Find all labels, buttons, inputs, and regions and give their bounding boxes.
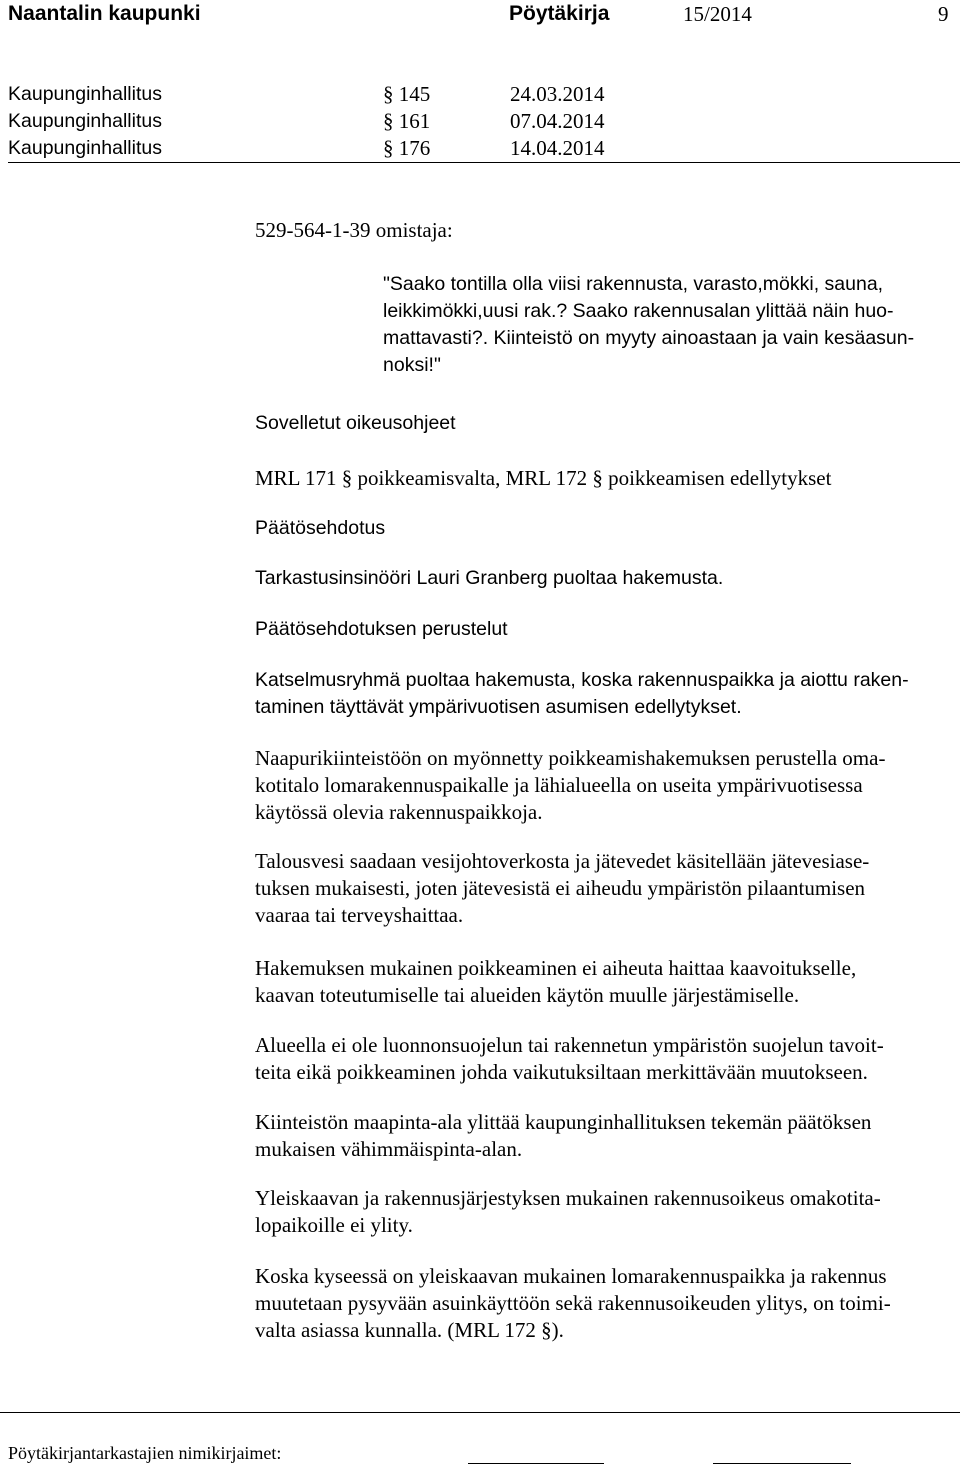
applied-law-heading: Sovelletut oikeusohjeet [255,412,456,434]
quote-line: leikkimökki,uusi rak.? Saako rakennusalan ylittää näin huo- [383,300,894,322]
rationale-paragraph [255,955,856,1009]
quote-line: mattavasti?. Kiinteistö on myyty ainoastaan ja vain kesäasun- [383,327,915,349]
paragraph-line: teita eikä poikkeaminen johda vaikutuksiltaan merkittävään muutokseen. [255,1060,868,1084]
history-body: Kaupunginhallitus [8,83,162,105]
paragraph-line: kotitalo lomarakennuspaikalle ja lähialueella on useita ympärivuotisessa [255,773,863,797]
doc-number: 15/2014 [683,2,752,26]
signature-line [713,1463,851,1464]
paragraph-line: lopaikoille ei ylity. [255,1213,413,1237]
doc-type: Pöytäkirja [509,2,610,25]
footer-divider [0,1412,960,1413]
rationale-paragraph [255,667,909,721]
rationale-paragraph [255,1032,884,1086]
org-name: Naantalin kaupunki [8,2,201,25]
owner-label: 529-564-1-39 omistaja: [255,218,453,242]
history-section: § 176 [383,136,431,160]
history-divider [8,162,960,163]
history-date: 14.04.2014 [510,136,605,160]
history-date: 24.03.2014 [510,82,605,106]
footer-label: Pöytäkirjantarkastajien nimikirjaimet: [8,1443,282,1463]
paragraph-line: Hakemuksen mukainen poikkeaminen ei aiheuta haittaa kaavoitukselle, [255,956,857,980]
rationale-paragraph [255,848,869,929]
rationale-heading: Päätösehdotuksen perustelut [255,618,508,640]
applied-law-text: MRL 171 § poikkeamisvalta, MRL 172 § poikkeamisen edellytykset [255,466,832,490]
history-section: § 145 [383,82,431,106]
page-number: 9 [938,2,949,26]
rationale-paragraph [255,745,885,826]
history-body: Kaupunginhallitus [8,137,162,159]
history-date: 07.04.2014 [510,109,605,133]
quote-line: noksi!" [383,354,441,376]
paragraph-line: Kiinteistön maapinta-ala ylittää kaupunginhallituksen tekemän päätöksen [255,1110,872,1134]
rationale-paragraph [255,1185,881,1239]
paragraph-line: Yleiskaavan ja rakennusjärjestyksen mukainen rakennusoikeus omakotita- [255,1186,881,1210]
paragraph-line: tuksen mukaisesti, joten jätevesistä ei aiheudu ympäristön pilaantumisen [255,876,866,900]
paragraph-line: taminen täyttävät ympärivuotisen asumisen edellytykset. [255,696,742,718]
paragraph-line: vaaraa tai terveyshaittaa. [255,903,464,927]
paragraph-line: Koska kyseessä on yleiskaavan mukainen lomarakennuspaikka ja rakennus [255,1264,887,1288]
signature-line [468,1463,604,1464]
paragraph-line: Talousvesi saadaan vesijohtoverkosta ja jätevedet käsitellään jätevesiase- [255,849,870,873]
paragraph-line: käytössä olevia rakennuspaikkoja. [255,800,543,824]
paragraph-line: Katselmusryhmä puoltaa hakemusta, koska rakennuspaikka ja aiottu raken- [255,669,909,691]
quote-line: "Saako tontilla olla viisi rakennusta, varasto,mökki, sauna, [383,273,884,295]
paragraph-line: kaavan toteutumiselle tai alueiden käytön muulle järjestämiselle. [255,983,800,1007]
paragraph-line: mukaisen vähimmäispinta-alan. [255,1137,523,1161]
rationale-paragraph [255,1263,891,1344]
owner-quote [383,271,914,379]
proposal-text: Tarkastusinsinööri Lauri Granberg puoltaa hakemusta. [255,567,724,589]
paragraph-line: muutetaan pysyvään asuinkäyttöön sekä rakennusoikeuden ylitys, on toimi- [255,1291,891,1315]
history-body: Kaupunginhallitus [8,110,162,132]
paragraph-line: Alueella ei ole luonnonsuojelun tai rakennetun ympäristön suojelun tavoit- [255,1033,884,1057]
proposal-heading: Päätösehdotus [255,517,386,539]
rationale-paragraph [255,1109,871,1163]
paragraph-line: Naapurikiinteistöön on myönnetty poikkeamishakemuksen perustella oma- [255,746,886,770]
paragraph-line: valta asiassa kunnalla. (MRL 172 §). [255,1318,564,1342]
history-section: § 161 [383,109,431,133]
